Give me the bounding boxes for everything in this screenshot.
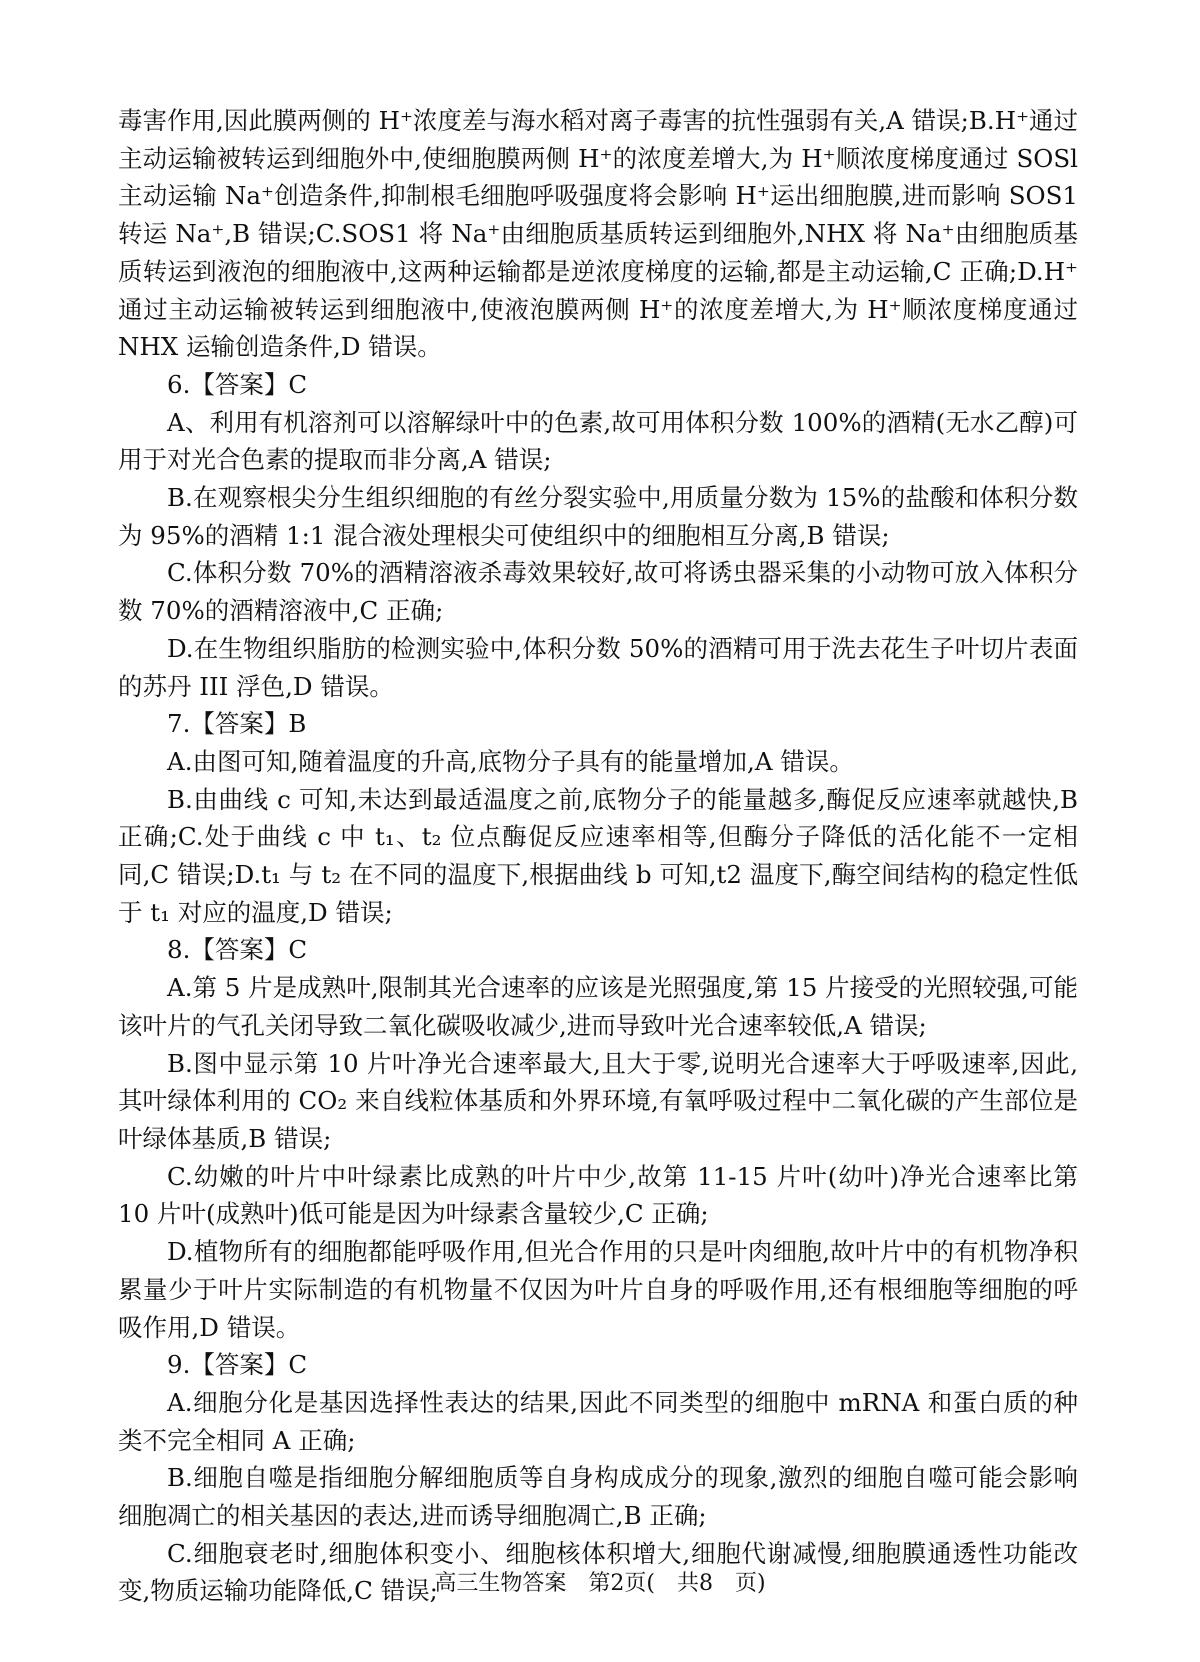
paragraph: A.细胞分化是基因选择性表达的结果,因此不同类型的细胞中 mRNA 和蛋白质的种类不完全相同 A 正确; [118, 1387, 1078, 1455]
paragraph: C.体积分数 70%的酒精溶液杀毒效果较好,故可将诱虫器采集的小动物可放入体积分数 70%的酒精溶液中,C 正确; [118, 558, 1078, 626]
paragraph: D.植物所有的细胞都能呼吸作用,但光合作用的只是叶肉细胞,故叶片中的有机物净积累量少于叶片实际制造的有机物量不仅因为叶片自身的呼吸作用,还有根细胞等细胞的呼吸作用,D 错误。 [118, 1237, 1078, 1342]
paragraph: A.第 5 片是成熟叶,限制其光合速率的应该是光照强度,第 15 片接受的光照较强,可能该叶片的气孔关闭导致二氧化碳吸收减少,进而导致叶光合速率较低,A 错误; [118, 973, 1078, 1040]
paragraph: B.细胞自噬是指细胞分解细胞质等自身构成成分的现象,激烈的细胞自噬可能会影响细胞凋亡的相关基因的表达,进而诱导细胞凋亡,B 正确; [118, 1463, 1078, 1531]
paragraph: B.在观察根尖分生组织细胞的有丝分裂实验中,用质量分数为 15%的盐酸和体积分数为 95%的酒精 1:1 混合液处理根尖可使组织中的细胞相互分离,B 错误; [118, 483, 1078, 550]
paragraph: 毒害作用,因此膜两侧的 H⁺浓度差与海水稻对离子毒害的抗性强弱有关,A 错误;B.H⁺通过主动运输被转运到细胞外中,使细胞膜两侧 H⁺的浓度差增大,为 H⁺顺浓度梯度通过 SOSl 主动运输 Na⁺创造条件,抑制根毛细胞呼吸强度将会影响 H⁺运出细胞膜,进而影响 SOS1 转运 Na⁺,B 错误;C.SOS1 将 Na⁺由细胞质基质转运到细胞外,NHX 将 Na⁺由细胞质基质转运到液泡的细胞液中,这两种运输都是逆浓度梯度的运输,都是主动运输,C 正确;D.H⁺通过主动运输被转运到细胞液中,使液泡膜两侧 H⁺的浓度差增大,为 H⁺顺浓度梯度通过 NHX 运输创造条件,D 错误。 [118, 106, 1078, 362]
answer-heading-9: 9.【答案】C [167, 1350, 308, 1380]
answer-heading-6: 6.【答案】C [167, 369, 308, 399]
answer-heading-7: 7.【答案】B [167, 709, 307, 739]
paragraph: A.由图可知,随着温度的升高,底物分子具有的能量增加,A 错误。 [167, 746, 854, 776]
page-footer: 高三生物答案 第2页( 共8 页) [434, 1571, 766, 1596]
paragraph: D.在生物组织脂肪的检测实验中,体积分数 50%的酒精可用于洗去花生子叶切片表面的苏丹 III 浮色,D 错误。 [118, 633, 1078, 701]
answer-heading-8: 8.【答案】C [167, 935, 308, 965]
document-body [118, 102, 1078, 1610]
paragraph: B.图中显示第 10 片叶净光合速率最大,且大于零,说明光合速率大于呼吸速率,因此,其叶绿体利用的 CO₂ 来自线粒体基质和外界环境,有氧呼吸过程中二氧化碳的产生部位是叶绿体基质,B 错误; [118, 1048, 1078, 1153]
paragraph: B.由曲线 c 可知,未达到最适温度之前,底物分子的能量越多,酶促反应速率就越快,B 正确;C.处于曲线 c 中 t₁、t₂ 位点酶促反应速率相等,但酶分子降低的活化能不一定相同,C 错误;D.t₁ 与 t₂ 在不同的温度下,根据曲线 b 可知,t2 温度下,酶空间结构的稳定性低于 t₁ 对应的温度,D 错误; [118, 784, 1078, 927]
paragraph: C.细胞衰老时,细胞体积变小、细胞核体积增大,细胞代谢减慢,细胞膜通透性功能改变,物质运输功能降低,C 错误; [118, 1538, 1078, 1606]
paragraph: C.幼嫩的叶片中叶绿素比成熟的叶片中少,故第 11-15 片叶(幼叶)净光合速率比第 10 片叶(成熟叶)低可能是因为叶绿素含量较少,C 正确; [118, 1161, 1078, 1229]
paragraph: A、利用有机溶剂可以溶解绿叶中的色素,故可用体积分数 100%的酒精(无水乙醇)可用于对光合色素的提取而非分离,A 错误; [118, 407, 1078, 475]
